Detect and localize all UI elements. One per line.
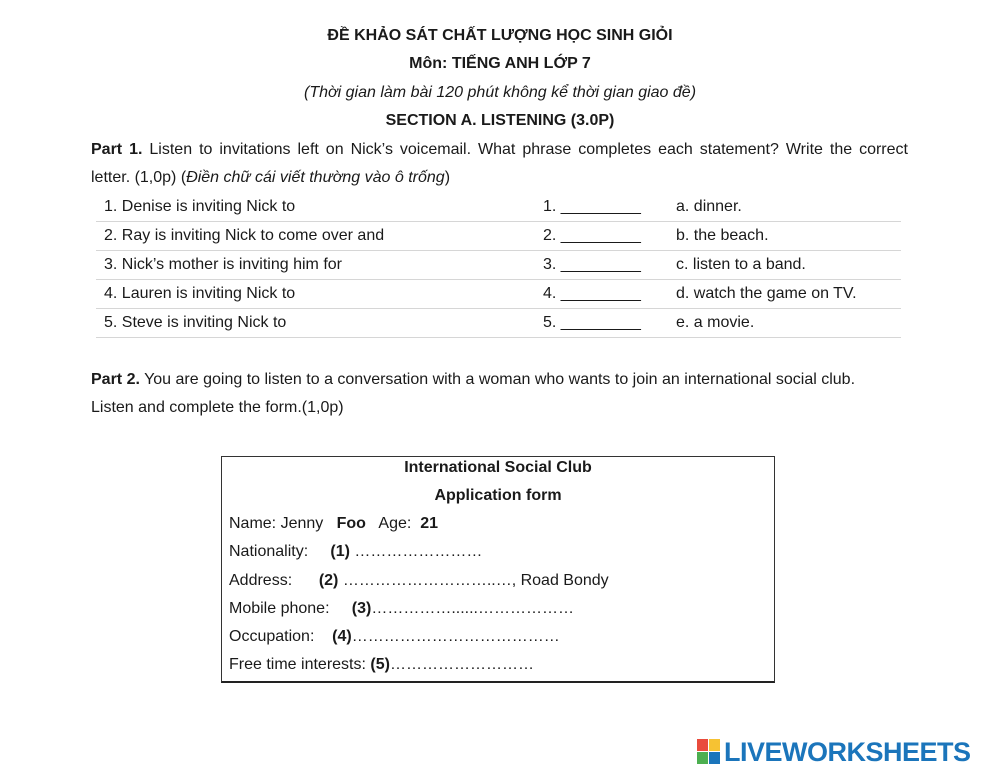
section-title: SECTION A. LISTENING (3.0P)	[385, 112, 615, 129]
match-option: c. listen to a band.	[676, 256, 806, 273]
logo-blocks-icon	[697, 739, 721, 765]
match-row	[96, 279, 901, 309]
liveworksheets-logo[interactable]	[697, 737, 971, 767]
blank-number: (2)	[318, 572, 339, 589]
part2-instruction-line1	[91, 366, 908, 394]
match-option: a. dinner.	[676, 198, 742, 215]
form-free-time-line	[229, 656, 534, 674]
blank-number: (3)	[351, 600, 372, 617]
time-note: (Thời gian làm bài 120 phút không kể thời gian giao đề)	[303, 84, 697, 101]
form-title: International Social Club	[404, 459, 592, 476]
answer-blank[interactable]: 3. _________	[543, 256, 641, 273]
part1-instruction-line2	[91, 164, 908, 192]
logo-block	[697, 739, 708, 751]
answer-blank[interactable]: 5. _________	[543, 314, 641, 331]
form-mobile-line	[229, 600, 574, 618]
mobile-label: Mobile phone:	[229, 600, 330, 617]
match-option: d. watch the game on TV.	[676, 285, 857, 302]
match-option: e. a movie.	[676, 314, 755, 331]
nationality-label: Nationality:	[229, 543, 309, 560]
age-label: Age:	[378, 515, 412, 532]
subject-line: Môn: TIẾNG ANH LỚP 7	[409, 55, 591, 72]
answer-blank[interactable]: 4. _________	[543, 285, 641, 302]
match-question: 1. Denise is inviting Nick to	[104, 198, 296, 215]
match-row	[96, 221, 901, 251]
part1-label: Part 1.	[91, 141, 143, 158]
part1-points: letter. (1,0p) (	[91, 169, 187, 186]
form-name-line	[229, 515, 438, 533]
name-label: Name: Jenny	[229, 515, 324, 532]
blank-number: (5)	[370, 656, 390, 673]
part1-vn-note: Điền chữ cái viết thường vào ô trống	[186, 169, 445, 186]
form-address-line	[229, 572, 609, 590]
match-question: 5. Steve is inviting Nick to	[104, 314, 287, 331]
nationality-blank[interactable]: ……………………	[349, 543, 483, 560]
logo-block	[709, 752, 720, 764]
address-label: Address:	[229, 572, 293, 589]
form-occupation-line	[229, 628, 560, 646]
exam-title: ĐỀ KHẢO SÁT CHẤT LƯỢNG HỌC SINH GIỎI	[327, 27, 673, 44]
match-option: b. the beach.	[676, 227, 769, 244]
part2-instruction-text: You are going to listen to a conversation with a woman who wants to join an international social club.	[144, 371, 856, 388]
free-time-blank[interactable]: ………………………	[389, 656, 534, 673]
part2-instruction-line2: Listen and complete the form.(1,0p)	[91, 399, 344, 416]
match-row	[96, 250, 901, 280]
logo-block	[709, 739, 720, 751]
free-time-label: Free time interests:	[229, 656, 366, 673]
logo-text: LIVEWORKSHEETS	[724, 736, 971, 767]
application-form	[221, 456, 775, 683]
blank-number: (1)	[330, 543, 350, 560]
match-row	[96, 308, 901, 338]
part2-label: Part 2.	[91, 371, 140, 388]
answer-blank[interactable]: 1. _________	[543, 198, 641, 215]
logo-block	[697, 752, 708, 764]
blank-number: (4)	[332, 628, 352, 645]
form-nationality-line	[229, 543, 482, 561]
part1-instruction-line1	[91, 136, 908, 164]
occupation-blank[interactable]: …………………………………	[351, 628, 560, 645]
form-subtitle: Application form	[434, 487, 562, 504]
part1-paren-close: )	[444, 169, 451, 186]
age-value: 21	[420, 515, 438, 532]
match-row	[96, 192, 901, 222]
match-question: 3. Nick’s mother is inviting him for	[104, 256, 342, 273]
match-question: 4. Lauren is inviting Nick to	[104, 285, 296, 302]
match-question: 2. Ray is inviting Nick to come over and	[104, 227, 385, 244]
answer-blank[interactable]: 2. _________	[543, 227, 641, 244]
part1-instruction-text: Listen to invitations left on Nick’s voicemail. What phrase completes each statement? Write the correct	[149, 141, 908, 158]
occupation-label: Occupation:	[229, 628, 315, 645]
mobile-blank[interactable]: ……………......………………	[371, 600, 574, 617]
name-value: Foo	[336, 515, 366, 532]
address-blank[interactable]: ………………………..…, Road Bondy	[338, 572, 609, 589]
